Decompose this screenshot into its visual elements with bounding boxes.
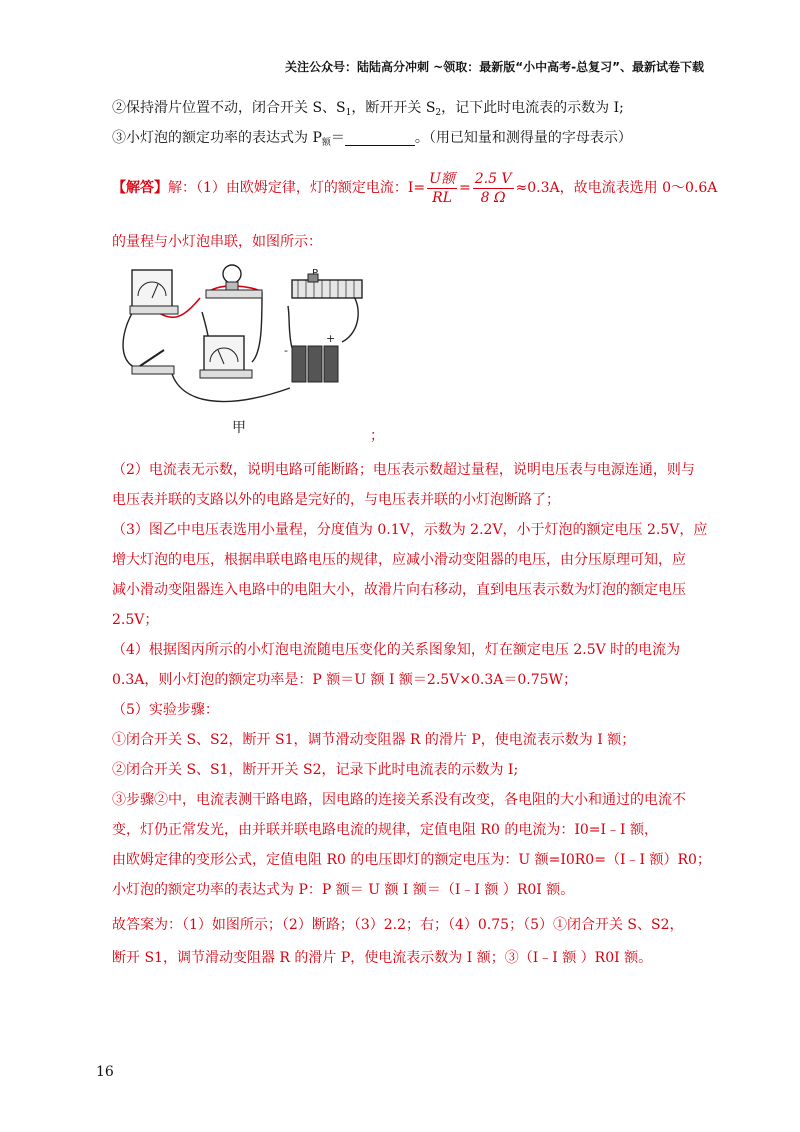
page-number: 16 xyxy=(96,1064,114,1080)
fraction-u-over-r: $\frac{\text{U额}}{RL}$ xyxy=(429,170,455,206)
answer-tag: 【解答】 xyxy=(112,180,168,196)
answer-part-2-line-1: （2）电流表无示数，说明电路可能断路；电压表示数超过量程，说明电压表与电源连通，则与 xyxy=(112,462,695,478)
battery-cell xyxy=(292,346,306,382)
answer-part-3-line-1: （3）图乙中电压表选用小量程，分度值为 0.1V，示数为 2.2V，小于灯泡的额定电压 2.5V，应 xyxy=(112,522,708,538)
voltmeter xyxy=(204,336,244,374)
bulb-socket xyxy=(226,282,238,290)
wire xyxy=(342,292,358,342)
answer-part-4-line-1: （4）根据图丙所示的小灯泡电流随电压变化的关系图象知，灯在额定电压 2.5V 时的电流为 xyxy=(112,642,681,658)
answer-step-3-line-2: 变，灯仍正常发光，由并联并联电路电流的规律，定值电阻 R0 的电流为：I0=I﹣I 额， xyxy=(112,822,659,838)
answer-step-3-line-1: ③步骤②中，电流表测干路电路，因电路的连接关系没有改变，各电阻的大小和通过的电流不 xyxy=(112,792,686,808)
rheostat xyxy=(292,280,362,298)
voltmeter-base xyxy=(200,370,252,378)
question-step-2: ②保持滑片位置不动，闭合开关 S、$S_1$，断开开关 $S_2$，记下此时电流表的示数为 I; xyxy=(112,100,624,118)
answer-part-1-cont: 的量程与小灯泡串联，如图所示： xyxy=(112,234,322,250)
circuit-diagram-svg xyxy=(112,262,392,437)
wire xyxy=(252,292,262,362)
battery-minus: - xyxy=(284,344,288,357)
answer-step-2: ②闭合开关 S、S1，断开开关 S2，记录下此时电流表的示数为 I; xyxy=(112,762,519,778)
answer-part-3-line-2: 增大灯泡的电压，根据串联电路电压的规律，应减小滑动变阻器的电压，由分压原理可知，应 xyxy=(112,552,686,568)
page-header: 关注公众号：陆陆高分冲刺 ~领取：最新版“小中高考-总复习”、最新试卷下载 xyxy=(285,60,704,74)
answer-blank xyxy=(345,131,415,146)
answer-part-3-line-4: 2.5V； xyxy=(112,612,159,628)
question-step-3: ③小灯泡的额定功率的表达式为 $P_额=$ 。（用已知量和测得量的字母表示） xyxy=(112,130,632,148)
answer-step-1: ①闭合开关 S、S2，断开 S1，调节滑动变阻器 R 的滑片 P，使电流表示数为 I 额； xyxy=(112,732,636,748)
battery-plus: + xyxy=(326,332,336,345)
ammeter xyxy=(132,270,172,310)
answer-part-4-line-2: 0.3A，则小灯泡的额定功率是：P 额＝U 额 I 额＝2.5V×0.3A＝0.75W； xyxy=(112,672,577,688)
switch-base xyxy=(132,366,174,374)
answer-step-3-line-4: 小灯泡的额定功率的表达式为 P：P 额＝ U 额 I 额＝（I﹣I 额 ）R0I 额。 xyxy=(112,882,575,898)
rheostat-slider xyxy=(308,274,318,282)
answer-part-1: 【解答】解：（1）由欧姆定律，灯的额定电流：I= $\frac{\text{U额}}{RL}$ = $\frac{2.5 V}{8 \Omega}$ ≈0.3A，故电流表选用 0～0.6A xyxy=(112,170,718,206)
final-answer-line-2: 断开 S1，调节滑动变阻器 R 的滑片 P，使电流表示数为 I 额；③（I﹣I 额 ）R0I 额。 xyxy=(112,950,653,966)
answer-step-3-line-3: 由欧姆定律的变形公式，定值电阻 R0 的电压即灯的额定电压为：U 额=I0R0=（I﹣I 额）R0； xyxy=(112,852,711,868)
figure-label: 甲 xyxy=(232,420,246,436)
battery-cell xyxy=(324,346,338,382)
fraction-values: $\frac{2.5 V}{8 \Omega}$ xyxy=(474,170,512,206)
answer-part-3-line-3: 减小滑动变阻器连入电路中的电阻大小，故滑片向右移动，直到电压表示数为灯泡的额定电压 xyxy=(112,582,686,598)
answer-part-2-line-2: 电压表并联的支路以外的电路是完好的，与电压表并联的小灯泡断路了； xyxy=(112,492,560,508)
bulb xyxy=(223,265,241,283)
final-answer-line-1: 故答案为：（1）如图所示；（2）断路；（3）2.2；右；（4）0.75；（5）①闭合开关 S、S2， xyxy=(112,917,684,933)
wire xyxy=(288,306,292,348)
figure-semicolon: ； xyxy=(370,428,384,444)
answer-part-5-title: （5）实验步骤： xyxy=(112,702,219,718)
bulb-base xyxy=(206,290,262,298)
switch-lever xyxy=(140,350,164,366)
ammeter-base xyxy=(130,306,178,314)
battery-cell xyxy=(308,346,322,382)
circuit-figure xyxy=(112,262,392,437)
